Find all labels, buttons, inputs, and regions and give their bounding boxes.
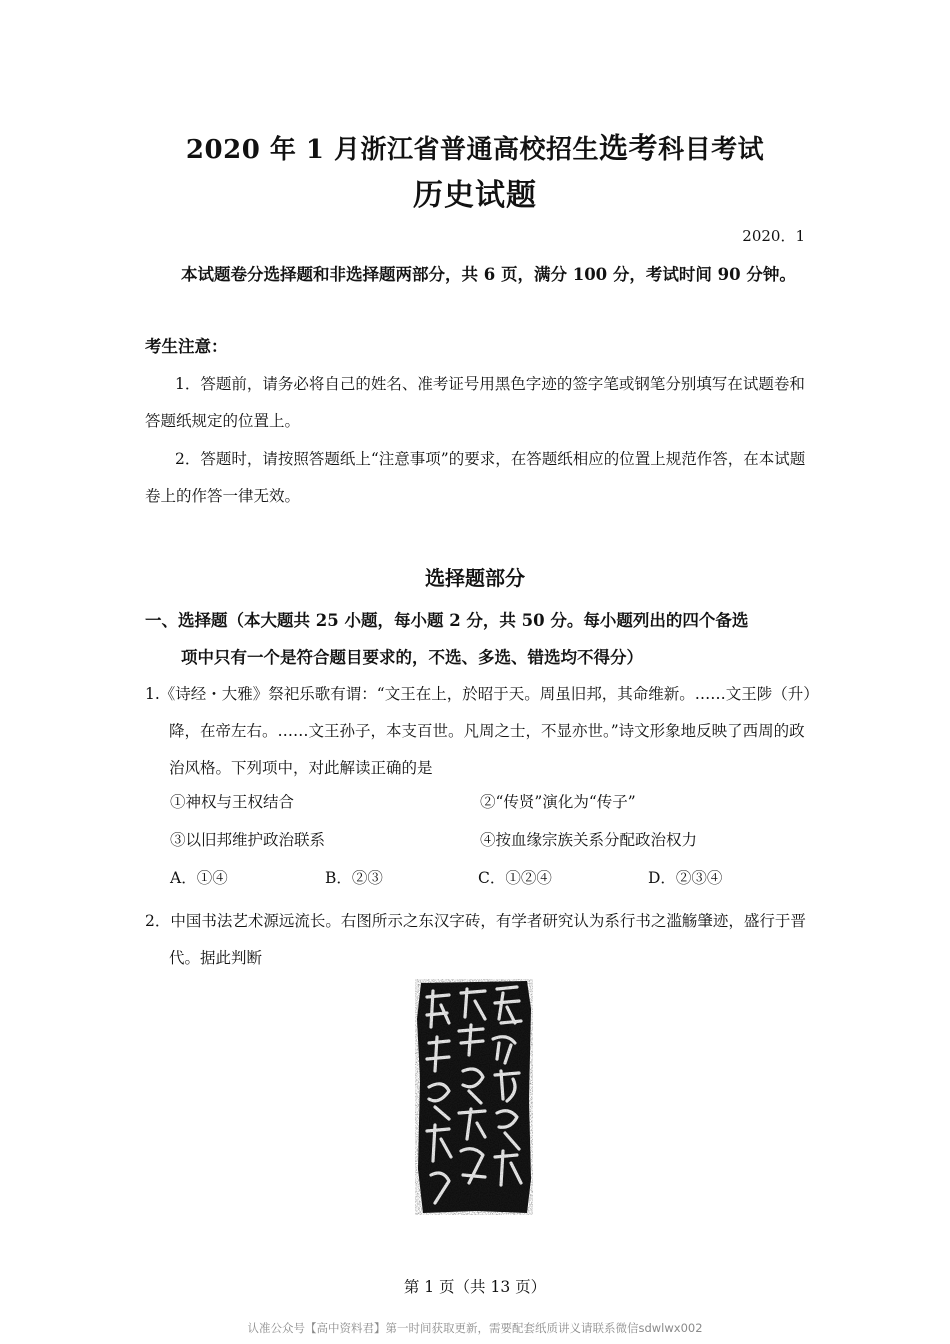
intro-paragraph [145, 256, 807, 294]
title-part-big: 选考 [599, 131, 659, 165]
question-2-number: 2． [145, 912, 171, 930]
exam-title-line1 [0, 126, 950, 167]
q1-choice-a: A．①④ [170, 869, 228, 887]
q1-choice-b: B．②③ [325, 869, 383, 887]
question-1-number: 1. [145, 685, 160, 703]
brick-rubbing-image [415, 979, 533, 1215]
question-1-text: 《诗经・大雅》祭祀乐歌有谓：“文王在上，於昭于天。周虽旧邦，其命维新。……文王陟（升）降，在帝左右。……文王孙子，本支百世。凡周之士，不显亦世。”诗文形象地反映了西周的政治风格。下列项中，对此解读正确的是 [159, 685, 811, 777]
q1-choice-c: C．①②④ [478, 869, 552, 887]
question-1 [145, 676, 813, 787]
notice-item-2-text: 2．答题时，请按照答题纸上“注意事项”的要求，在答题纸相应的位置上规范作答，在本试题卷上的作答一律无效。 [145, 450, 806, 505]
part-heading-line2: 项中只有一个是符合题目要求的，不选、多选、错选均不得分） [181, 648, 643, 667]
title-part-post: 科目考试 [658, 135, 765, 165]
page-footer: 第 1 页（共 13 页） [403, 1278, 547, 1296]
q1-item-1: ①神权与王权结合 [170, 793, 295, 811]
q1-item-4: ④按血缘宗族关系分配政治权力 [480, 831, 698, 849]
bottom-note: 认准公众号【高中资料君】第一时间获取更新，需要配套纸质讲义请联系微信sdwlwx002 [247, 1321, 703, 1335]
question-2-text: 中国书法艺术源远流长。右图所示之东汉字砖，有学者研究认为系行书之滥觞肇迹，盛行于晋代。据此判断 [169, 912, 806, 967]
q1-item-3: ③以旧邦维护政治联系 [170, 831, 326, 849]
notice-item-1-text: 1．答题前，请务必将自己的姓名、准考证号用黑色字迹的签字笔或钢笔分别填写在试题卷和答题纸规定的位置上。 [145, 375, 805, 430]
question-2 [145, 903, 813, 977]
exam-date: 2020．1 [742, 227, 805, 245]
notice-item-1 [145, 366, 810, 440]
part-heading-line1: 一、选择题（本大题共 25 小题，每小题 2 分，共 50 分。每小题列出的四个备选 [145, 611, 749, 630]
notice-title: 考生注意： [145, 337, 228, 356]
q1-choice-d: D．②③④ [648, 869, 723, 887]
title-part-pre: 2020 年 1 月浙江省普通高校招生 [185, 135, 600, 165]
intro-text: 本试题卷分选择题和非选择题两部分，共 6 页，满分 100 分，考试时间 90 分钟。 [181, 265, 796, 284]
part-heading [145, 602, 813, 676]
q1-item-2: ②“传贤”演化为“传子” [480, 793, 636, 811]
exam-title-line2: 历史试题 [413, 178, 537, 213]
notice-item-2 [145, 441, 810, 515]
section-title: 选择题部分 [425, 566, 525, 590]
